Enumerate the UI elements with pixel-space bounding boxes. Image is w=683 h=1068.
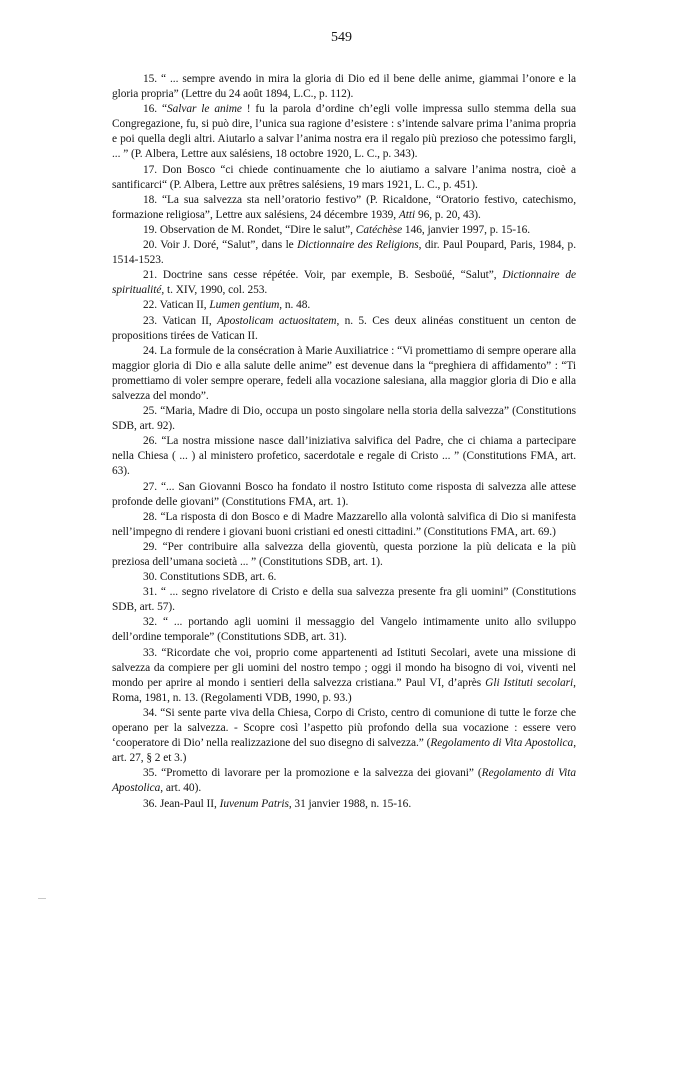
endnote-text: 35. “Prometto di lavorare per la promozione e la salvezza dei giovani” ( <box>143 767 482 780</box>
endnote <box>112 298 576 313</box>
endnote <box>112 766 576 796</box>
endnote <box>112 238 576 268</box>
endnote <box>112 434 576 479</box>
endnote-text: , Roma, 1981, n. 13. (Regolamenti VDB, 1990, p. 93.) <box>112 676 576 704</box>
endnote <box>112 797 576 812</box>
endnote-italic-text: Atti <box>398 208 416 221</box>
endnote-text: 20. Voir J. Doré, “Salut”, dans le <box>143 239 298 252</box>
endnote <box>112 102 576 162</box>
endnote-text: 23. Vatican II, <box>143 314 218 327</box>
endnote <box>112 268 576 298</box>
endnote-text: 36. Jean-Paul II, <box>143 797 220 810</box>
endnote-text: , art. 40). <box>160 782 202 795</box>
endnote-italic-text: Regolamento di Vita Apostolica <box>430 737 574 750</box>
endnote <box>112 163 576 193</box>
margin-mark <box>38 898 46 899</box>
endnote <box>112 72 576 102</box>
endnote-text: 27. “... San Giovanni Bosco ha fondato il nostro Istituto come risposta di salvezza alle attese profonde delle giovani” (Constitutions FMA, art. 1). <box>112 480 576 508</box>
endnote-italic-text: Apostolicam actuositatem <box>217 314 337 327</box>
endnote-text: 25. “Maria, Madre di Dio, occupa un posto singolare nella storia della salvezza” (Constitutions SDB, art. 92). <box>112 405 576 433</box>
endnote-text: ! fu la parola d’ordine ch’egli volle impressa sullo stemma della sua Congregazione, fu, si può dire, l’unica sua ragione d’esistere : s’intende salvare prima l’anima propria e poi quella degli altri. Aiutarlo a salvar l’anima nostra era il regalo più prezioso che potessimo fargli, ... ” (P. Albera, Lettre aux salésiens, 18 octobre 1920, L. C., p. 343). <box>112 103 576 161</box>
endnote <box>112 585 576 615</box>
endnote-text: 16. “ <box>143 103 167 116</box>
endnote <box>112 223 576 238</box>
endnote <box>112 615 576 645</box>
endnote <box>112 570 576 585</box>
endnote <box>112 646 576 706</box>
endnote-italic-text: Gli Istituti secolari <box>485 676 574 689</box>
endnote-text: 34. “Si sente parte viva della Chiesa, Corpo di Cristo, centro di comunione di tutte le forze che operano per la salvezza. - Scopre così l’aspetto più profondo della sua vocazione : essere vero ‘cooperatore di Dio’ nella realizzazione del suo disegno di salvezza.” ( <box>112 706 576 750</box>
endnote <box>112 480 576 510</box>
endnote-text: 146, janvier 1997, p. 15-16. <box>402 223 531 236</box>
endnote-text: 96, p. 20, 43). <box>415 208 481 221</box>
endnote-text: 32. “ ... portando agli uomini il messaggio del Vangelo intimamente unito allo sviluppo dell’ordine temporale” (Constitutions SDB, art. 31). <box>112 616 576 644</box>
endnote-text: 17. Don Bosco “ci chiede continuamente che lo aiutiamo a salvare l’anima nostra, cioè a santificarci“ (P. Albera, Lettre aux prêtres salésiens, 19 mars 1921, L. C., p. 451). <box>112 163 576 191</box>
endnote-text: , n. 5. Ces deux alinéas constituent un centon de propositions tirées de Vatican II. <box>112 314 576 342</box>
endnote-text: 29. “Per contribuire alla salvezza della gioventù, questa porzione la più delicata e la più preziosa dell’umana società ... ” (Constitutions SDB, art. 1). <box>112 540 576 568</box>
endnote <box>112 510 576 540</box>
endnotes-list <box>112 72 576 812</box>
endnote-text: 26. “La nostra missione nasce dall’iniziativa salvifica del Padre, che ci chiama a partecipare nella Chiesa ( ... ) al ministero profetico, sacerdotale e regale di Cristo ... ” (Constitutions FMA, art. 63). <box>112 435 576 478</box>
endnote-text: , n. 48. <box>279 299 311 312</box>
endnote-text: 28. “La risposta di don Bosco e di Madre Mazzarello alla volontà salvifica di Dio si manifesta nell’impegno di rendere i giovani buoni cristiani ed onesti cittadini.” (Constitutions FMA, art. 69.) <box>112 510 576 538</box>
endnote-text: , art. 27, § 2 et 3.) <box>112 737 576 765</box>
endnote-text: 30. Constitutions SDB, art. 6. <box>143 571 277 584</box>
endnote-text: , dir. Paul Poupard, Paris, 1984, p. 1514-1523. <box>112 239 576 267</box>
endnote-text: 18. “La sua salvezza sta nell’oratorio festivo” (P. Ricaldone, “Oratorio festivo, catechismo, formazione religiosa”, Lettre aux salésiens, 24 décembre 1939, <box>112 193 576 221</box>
endnote-text: 22. Vatican II, <box>143 299 210 312</box>
endnote-italic-text: Iuvenum Patris <box>219 797 289 810</box>
endnote-italic-text: Dictionnaire des Religions <box>297 239 419 252</box>
page-number: 549 <box>331 30 352 45</box>
endnote <box>112 193 576 223</box>
endnote <box>112 314 576 344</box>
endnote <box>112 404 576 434</box>
endnote-italic-text: Catéchèse <box>355 223 403 236</box>
endnote-text: 19. Observation de M. Rondet, “Dire le salut”, <box>143 223 356 236</box>
endnote-text: 24. La formule de la consécration à Marie Auxiliatrice : “Vi promettiamo di sempre operare alla maggior gloria di Dio e alla salute delle anime” est devenue dans la “preghiera di affidamento” : “Ti promettiamo di voler sempre operare, fedeli alla vocazione salesiana, alla maggior gloria di Dio e alla salvezza del mondo”. <box>112 344 576 402</box>
endnote-text: , t. XIV, 1990, col. 253. <box>161 284 268 297</box>
endnote <box>112 344 576 404</box>
endnote-text: 31. “ ... segno rivelatore di Cristo e della sua salvezza presente fra gli uomini” (Constitutions SDB, art. 57). <box>112 586 576 614</box>
endnote-italic-text: Dictionnaire de spiritualité <box>112 269 576 297</box>
endnote-text: , 31 janvier 1988, n. 15-16. <box>288 797 412 810</box>
endnote-text: 33. “Ricordate che voi, proprio come appartenenti ad Istituti Secolari, avete una missione di salvezza da compiere per gli uomini del nostro tempo ; oggi il mondo ha bisogno di voi, viventi nel mondo per aprire al mondo i sentieri della salvezza cristiana.” Paul VI, d’après <box>112 646 576 689</box>
endnote <box>112 540 576 570</box>
endnote-text: 15. “ ... sempre avendo in mira la gloria di Dio ed il bene delle anime, giammai l’onore e la gloria propria” (Lettre du 24 août 1894, L.C., p. 112). <box>112 73 576 101</box>
endnote-italic-text: Regolamento di Vita Apostolica <box>112 767 577 795</box>
endnote-italic-text: Lumen gentium <box>209 299 280 312</box>
endnote <box>112 706 576 766</box>
endnote-text: 21. Doctrine sans cesse répétée. Voir, par exemple, B. Sesboüé, “Salut”, <box>143 269 503 282</box>
endnote-italic-text: Salvar le anime <box>166 103 242 116</box>
